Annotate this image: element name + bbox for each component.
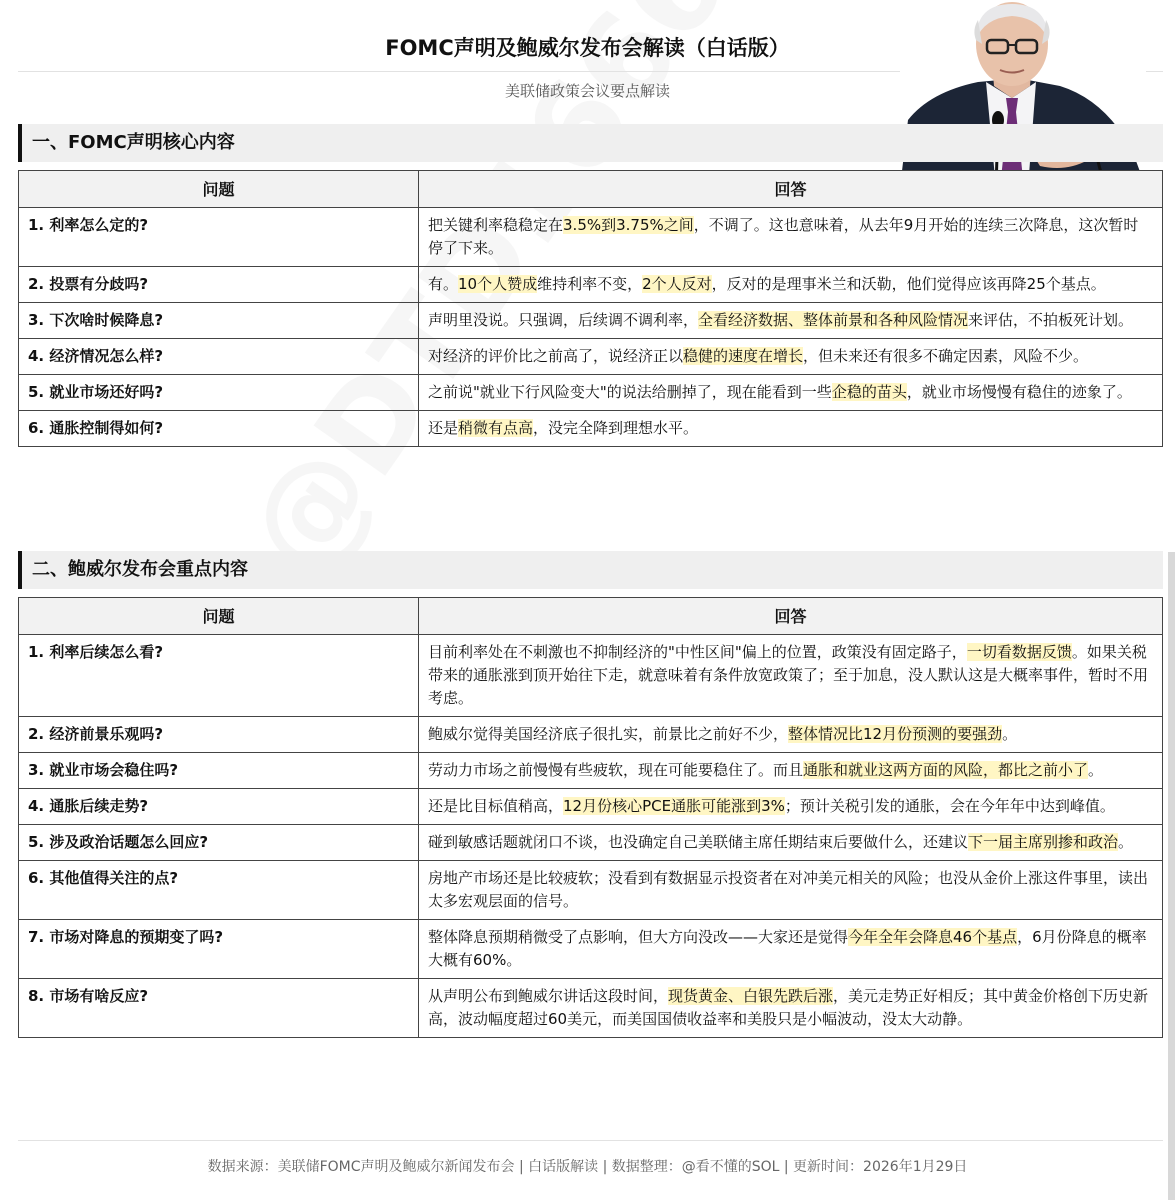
highlighted-text: 稍微有点高 bbox=[458, 419, 534, 437]
answer-text: 维持利率不变， bbox=[537, 275, 643, 293]
answer-cell bbox=[419, 339, 1163, 375]
answer-text: 从声明公布到鲍威尔讲话这段时间， bbox=[428, 987, 669, 1005]
table-row bbox=[19, 339, 1163, 375]
table-row bbox=[19, 375, 1163, 411]
answer-text: 之前说"就业下行风险变大"的说法给删掉了，现在能看到一些 bbox=[428, 383, 832, 401]
question-cell: 5. 涉及政治话题怎么回应? bbox=[19, 825, 419, 861]
highlighted-text: 通胀和就业这两方面的风险，都比之前小了 bbox=[803, 761, 1089, 779]
page-subtitle: 美联储政策会议要点解读 bbox=[504, 82, 670, 100]
page-title: FOMC声明及鲍威尔发布会解读（白话版） bbox=[385, 36, 790, 60]
question-cell: 1. 利率后续怎么看? bbox=[19, 635, 419, 717]
question-cell: 8. 市场有啥反应? bbox=[19, 979, 419, 1038]
answer-text: 房地产市场还是比较疲软；没看到有数据显示投资者在对冲美元相关的风险；也没从金价上涨这件事里，读出太多宏观层面的信号。 bbox=[428, 869, 1149, 910]
answer-text: 劳动力市场之前慢慢有些疲软，现在可能要稳住了。而且 bbox=[428, 761, 804, 779]
answer-cell bbox=[419, 979, 1163, 1038]
answer-text: 整体降息预期稍微受了点影响，但大方向没改——大家还是觉得 bbox=[428, 928, 849, 946]
table-row bbox=[19, 717, 1163, 753]
answer-text: ，美元走势正好相反；其中黄金价格创下历史新高，波动幅度超过60美元，而美国国债收益率和美股只是小幅波动，没太大动静。 bbox=[428, 987, 1149, 1028]
table-header-row bbox=[19, 171, 1163, 208]
highlighted-text: 今年全年会降息46个基点 bbox=[848, 928, 1018, 946]
statement-table bbox=[18, 170, 1163, 447]
answer-cell bbox=[419, 208, 1163, 267]
answer-text: 声明里没说。只强调，后续调不调利率， bbox=[428, 311, 699, 329]
answer-cell bbox=[419, 825, 1163, 861]
answer-text: 。 bbox=[1002, 725, 1018, 743]
answer-text: ，反对的是理事米兰和沃勒，他们觉得应该再降25个基点。 bbox=[711, 275, 1106, 293]
answer-text: 目前利率处在不刺激也不抑制经济的"中性区间"偏上的位置，政策没有固定路子， bbox=[428, 643, 967, 661]
section-title-press-conference: 二、鲍威尔发布会重点内容 bbox=[18, 551, 1163, 589]
highlighted-text: 一切看数据反馈 bbox=[966, 643, 1072, 661]
divider bbox=[18, 1140, 1163, 1141]
highlighted-text: 12月份核心PCE通胀可能涨到3% bbox=[563, 797, 785, 815]
question-cell: 3. 就业市场会稳住吗? bbox=[19, 753, 419, 789]
table-row bbox=[19, 979, 1163, 1038]
table-row bbox=[19, 208, 1163, 267]
column-header-question: 问题 bbox=[19, 598, 419, 635]
table-header-row bbox=[19, 598, 1163, 635]
highlighted-text: 3.5%到3.75%之间 bbox=[563, 216, 694, 234]
answer-text: 还是比目标值稍高， bbox=[428, 797, 564, 815]
footer-source: 数据来源：美联储FOMC声明及鲍威尔新闻发布会 | 白话版解读 | 数据整理：@看不懂的SOL | 更新时间：2026年1月29日 bbox=[207, 1159, 968, 1175]
table-row bbox=[19, 635, 1163, 717]
answer-text: ，6月份降息的概率大概有60%。 bbox=[428, 928, 1147, 969]
highlighted-text: 10个人赞成 bbox=[458, 275, 538, 293]
question-cell: 2. 投票有分歧吗? bbox=[19, 267, 419, 303]
answer-text: 。如果关税带来的通胀涨到顶开始往下走，就意味着有条件放宽政策了；至于加息，没人默认这是大概率事件，暂时不用考虑。 bbox=[428, 643, 1149, 707]
answer-text: 对经济的评价比之前高了，说经济正以 bbox=[428, 347, 684, 365]
question-cell: 4. 经济情况怎么样? bbox=[19, 339, 419, 375]
answer-text: 有。 bbox=[428, 275, 459, 293]
answer-cell bbox=[419, 753, 1163, 789]
column-header-answer: 回答 bbox=[419, 171, 1163, 208]
answer-text: ，但未来还有很多不确定因素，风险不少。 bbox=[803, 347, 1089, 365]
answer-text: 鲍威尔觉得美国经济底子很扎实，前景比之前好不少， bbox=[428, 725, 789, 743]
question-cell: 6. 其他值得关注的点? bbox=[19, 861, 419, 920]
section-title-statement: 一、FOMC声明核心内容 bbox=[18, 124, 1163, 162]
answer-text: ，就业市场慢慢有稳住的迹象了。 bbox=[906, 383, 1132, 401]
table-row bbox=[19, 825, 1163, 861]
column-header-question: 问题 bbox=[19, 171, 419, 208]
question-cell: 2. 经济前景乐观吗? bbox=[19, 717, 419, 753]
answer-text: 。 bbox=[1088, 761, 1104, 779]
highlighted-text: 全看经济数据、整体前景和各种风险情况 bbox=[698, 311, 969, 329]
answer-cell bbox=[419, 635, 1163, 717]
answer-text: ，没完全降到理想水平。 bbox=[533, 419, 699, 437]
question-cell: 3. 下次啥时候降息? bbox=[19, 303, 419, 339]
question-cell: 6. 通胀控制得如何? bbox=[19, 411, 419, 447]
table-row bbox=[19, 267, 1163, 303]
column-header-answer: 回答 bbox=[419, 598, 1163, 635]
highlighted-text: 现货黄金、白银先跌后涨 bbox=[668, 987, 834, 1005]
answer-cell bbox=[419, 717, 1163, 753]
scrollbar[interactable] bbox=[1168, 552, 1175, 1200]
highlighted-text: 企稳的苗头 bbox=[831, 383, 907, 401]
question-cell: 7. 市场对降息的预期变了吗? bbox=[19, 920, 419, 979]
table-row bbox=[19, 411, 1163, 447]
table-row bbox=[19, 920, 1163, 979]
table-row bbox=[19, 303, 1163, 339]
answer-text: 来评估，不拍板死计划。 bbox=[968, 311, 1134, 329]
answer-text: ；预计关税引发的通胀，会在今年年中达到峰值。 bbox=[784, 797, 1115, 815]
answer-cell bbox=[419, 789, 1163, 825]
question-cell: 5. 就业市场还好吗? bbox=[19, 375, 419, 411]
answer-cell bbox=[419, 920, 1163, 979]
question-cell: 1. 利率怎么定的? bbox=[19, 208, 419, 267]
answer-cell bbox=[419, 375, 1163, 411]
press-conference-table bbox=[18, 597, 1163, 1038]
answer-text: 还是 bbox=[428, 419, 459, 437]
answer-text: 碰到敏感话题就闭口不谈，也没确定自己美联储主席任期结束后要做什么，还建议 bbox=[428, 833, 969, 851]
question-cell: 4. 通胀后续走势? bbox=[19, 789, 419, 825]
answer-text: ，不调了。这也意味着，从去年9月开始的连续三次降息，这次暂时停了下来。 bbox=[428, 216, 1139, 257]
highlighted-text: 稳健的速度在增长 bbox=[683, 347, 804, 365]
highlighted-text: 下一届主席别掺和政治 bbox=[968, 833, 1119, 851]
answer-cell bbox=[419, 303, 1163, 339]
table-row bbox=[19, 789, 1163, 825]
table-row bbox=[19, 753, 1163, 789]
table-row bbox=[19, 861, 1163, 920]
answer-cell bbox=[419, 267, 1163, 303]
answer-text: 。 bbox=[1118, 833, 1134, 851]
answer-text: 把关键利率稳稳定在 bbox=[428, 216, 564, 234]
answer-cell bbox=[419, 861, 1163, 920]
highlighted-text: 整体情况比12月份预测的要强劲 bbox=[788, 725, 1003, 743]
highlighted-text: 2个人反对 bbox=[642, 275, 712, 293]
answer-cell bbox=[419, 411, 1163, 447]
